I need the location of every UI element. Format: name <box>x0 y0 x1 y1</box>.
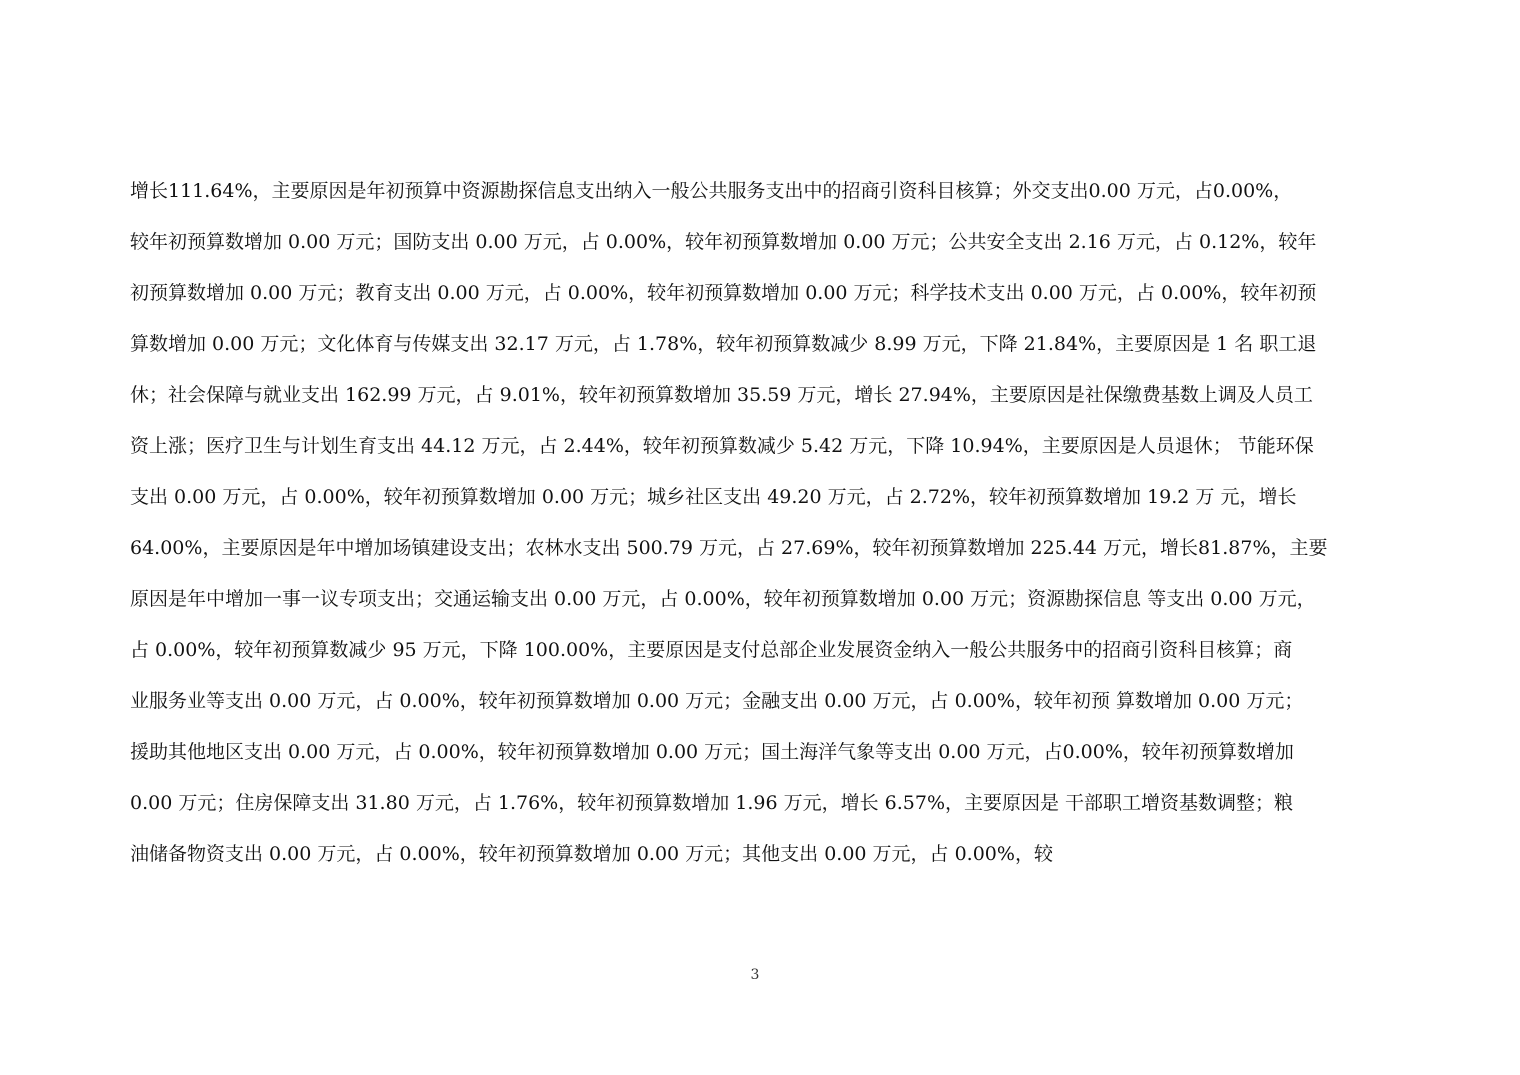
text-line-1: 增长111.64%，主要原因是年初预算中资源勘探信息支出纳入一般公共服务支出中的招商引资科目核算；外交支出0.00 万元，占0.00%， <box>130 180 1293 202</box>
text-line-5: 休；社会保障与就业支出 162.99 万元，占 9.01%，较年初预算数增加 35.59 万元，增长 27.94%，主要原因是社保缴费基数上调及人员工 <box>130 384 1313 406</box>
text-line-14: 油储备物资支出 0.00 万元，占 0.00%，较年初预算数增加 0.00 万元；其他支出 0.00 万元，占 0.00%，较 <box>130 843 1053 865</box>
text-line-7: 支出 0.00 万元，占 0.00%，较年初预算数增加 0.00 万元；城乡社区支出 49.20 万元，占 2.72%，较年初预算数增加 19.2 万 元，增长 <box>130 486 1297 508</box>
page-number: 3 <box>750 967 760 983</box>
text-line-3: 初预算数增加 0.00 万元；教育支出 0.00 万元，占 0.00%，较年初预算数增加 0.00 万元；科学技术支出 0.00 万元，占 0.00%，较年初预 <box>130 282 1317 304</box>
text-line-11: 业服务业等支出 0.00 万元，占 0.00%，较年初预算数增加 0.00 万元；金融支出 0.00 万元，占 0.00%，较年初预 算数增加 0.00 万元； <box>130 690 1304 712</box>
text-line-4: 算数增加 0.00 万元；文化体育与传媒支出 32.17 万元，占 1.78%，较年初预算数减少 8.99 万元，下降 21.84%，主要原因是 1 名 职工退 <box>130 333 1317 355</box>
text-line-10: 占 0.00%，较年初预算数减少 95 万元，下降 100.00%，主要原因是支付总部企业发展资金纳入一般公共服务中的招商引资科目核算；商 <box>130 639 1293 661</box>
text-line-12: 援助其他地区支出 0.00 万元，占 0.00%，较年初预算数增加 0.00 万元；国土海洋气象等支出 0.00 万元，占0.00%，较年初预算数增加 <box>130 741 1294 763</box>
text-line-9: 原因是年中增加一事一议专项支出；交通运输支出 0.00 万元，占 0.00%，较年初预算数增加 0.00 万元；资源勘探信息 等支出 0.00 万元， <box>130 588 1316 610</box>
text-line-13: 0.00 万元；住房保障支出 31.80 万元，占 1.76%，较年初预算数增加 1.96 万元，增长 6.57%，主要原因是 干部职工增资基数调整；粮 <box>130 792 1294 814</box>
text-line-8: 64.00%，主要原因是年中增加场镇建设支出；农林水支出 500.79 万元，占 27.69%，较年初预算数增加 225.44 万元，增长81.87%，主要 <box>130 537 1328 559</box>
text-line-2: 较年初预算数增加 0.00 万元；国防支出 0.00 万元，占 0.00%，较年初预算数增加 0.00 万元；公共安全支出 2.16 万元，占 0.12%，较年 <box>130 231 1317 253</box>
text-line-6: 资上涨；医疗卫生与计划生育支出 44.12 万元，占 2.44%，较年初预算数减少 5.42 万元，下降 10.94%，主要原因是人员退休； 节能环保 <box>130 435 1314 457</box>
